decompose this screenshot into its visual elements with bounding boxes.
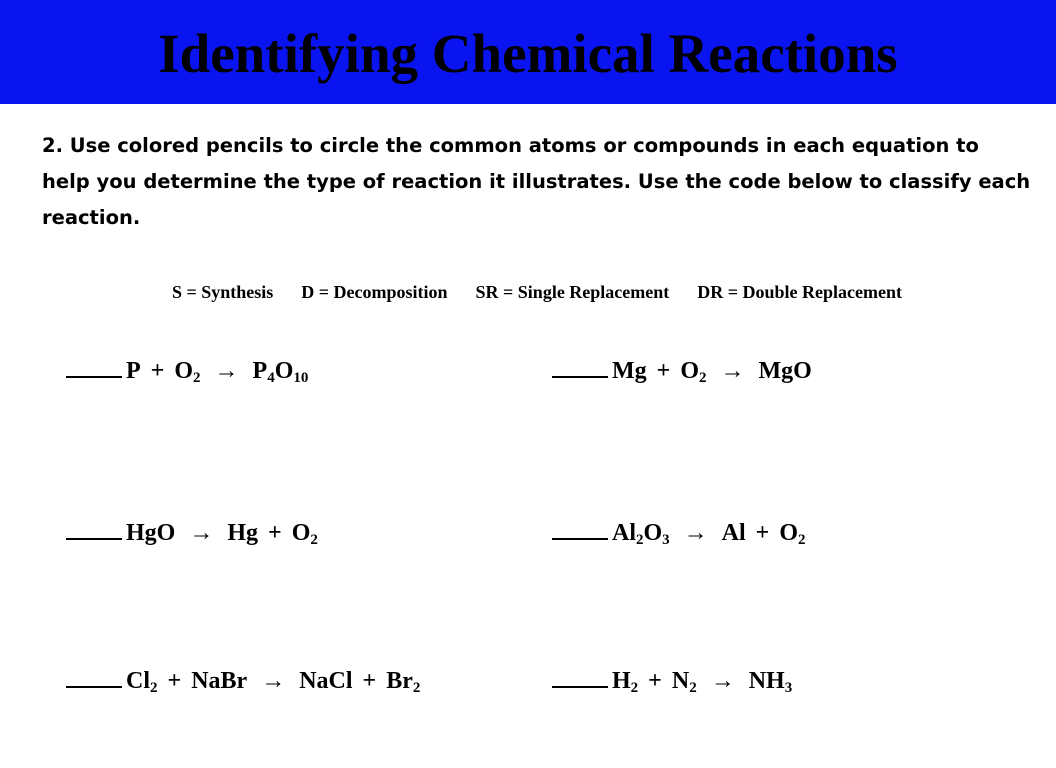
formula-subscript: 4 <box>267 370 275 386</box>
formula-subscript: 3 <box>662 532 670 548</box>
formula-symbol: Hg <box>227 520 259 546</box>
reaction-arrow: → <box>710 668 735 694</box>
formula-symbol: NaBr <box>191 668 248 694</box>
formula-subscript: 2 <box>798 532 806 548</box>
chemical-formula <box>612 520 670 546</box>
formula-symbol: P <box>252 358 268 384</box>
reaction-arrow: → <box>214 358 239 384</box>
formula-symbol: HgO <box>126 520 176 546</box>
chemical-formula <box>292 520 318 546</box>
chemical-formula <box>191 668 247 694</box>
plus-sign: + <box>362 668 377 694</box>
formula-symbol: NH <box>748 668 785 694</box>
formula-symbol: MgO <box>758 358 812 384</box>
chemical-formula <box>227 520 258 546</box>
plus-sign: + <box>648 668 662 694</box>
plus-sign: + <box>656 358 671 384</box>
formula-symbol: O <box>291 520 311 546</box>
chemical-formula <box>612 668 638 694</box>
formula-symbol: Mg <box>612 358 647 384</box>
formula-subscript: 2 <box>150 680 158 696</box>
classification-code-key <box>0 256 1056 328</box>
chemical-formula <box>672 668 697 694</box>
chemical-formula <box>749 668 793 694</box>
chemical-formula <box>253 358 309 384</box>
chemical-formula <box>126 520 175 546</box>
equation-6 <box>552 664 792 696</box>
formula-symbol: O <box>779 520 799 546</box>
chemical-formula <box>299 668 352 694</box>
formula-symbol: O <box>174 358 194 384</box>
answer-blank[interactable] <box>66 664 122 688</box>
answer-blank[interactable] <box>66 354 122 378</box>
equation-4 <box>552 516 806 548</box>
formula-symbol: O <box>643 520 663 546</box>
formula-symbol: Al <box>721 520 746 546</box>
equation-2 <box>552 354 812 386</box>
formula-subscript: 10 <box>293 370 309 386</box>
slide-title: Identifying Chemical Reactions <box>158 23 898 84</box>
chemical-formula <box>779 520 805 546</box>
reaction-arrow: → <box>683 520 708 546</box>
chemical-formula <box>759 358 812 384</box>
chemical-formula <box>386 668 420 694</box>
formula-subscript: 2 <box>193 370 201 386</box>
formula-symbol: Al <box>612 520 636 546</box>
formula-subscript: 2 <box>630 680 639 696</box>
formula-symbol: O <box>274 358 294 384</box>
chemical-formula <box>680 358 706 384</box>
code-double-replacement: DR = Double Replacement <box>697 282 903 302</box>
formula-symbol: Cl <box>126 668 150 694</box>
formula-symbol: Br <box>386 668 413 694</box>
formula-subscript: 2 <box>412 680 421 696</box>
formula-subscript: 2 <box>310 532 318 548</box>
plus-sign: + <box>268 520 282 546</box>
answer-blank[interactable] <box>552 516 608 540</box>
code-single-replacement: SR = Single Replacement <box>475 282 670 302</box>
chemical-formula <box>612 358 647 384</box>
plus-sign: + <box>150 358 165 384</box>
answer-blank[interactable] <box>552 354 608 378</box>
answer-blank[interactable] <box>552 664 608 688</box>
code-synthesis: S = Synthesis <box>171 282 274 302</box>
equation-5 <box>66 664 420 696</box>
formula-subscript: 2 <box>689 680 697 696</box>
formula-subscript: 2 <box>699 370 707 386</box>
chemical-formula <box>174 358 200 384</box>
chemical-formula <box>126 358 141 384</box>
code-decomposition: D = Decomposition <box>301 282 448 302</box>
formula-subscript: 3 <box>784 680 793 696</box>
formula-subscript: 2 <box>636 532 644 548</box>
equation-1 <box>66 354 308 386</box>
formula-symbol: P <box>126 358 141 384</box>
plus-sign: + <box>167 668 182 694</box>
plus-sign: + <box>755 520 770 546</box>
formula-symbol: N <box>671 668 690 694</box>
formula-symbol: O <box>680 358 700 384</box>
answer-blank[interactable] <box>66 516 122 540</box>
reaction-arrow: → <box>189 520 214 546</box>
chemical-formula <box>126 668 158 694</box>
formula-symbol: H <box>612 668 631 694</box>
reaction-arrow: → <box>261 668 286 694</box>
chemical-formula <box>722 520 746 546</box>
instructions-text: 2. Use colored pencils to circle the common atoms or compounds in each equation to help you determine the type of reaction it illustrates. Use the code below to classify each reaction. <box>42 134 1031 229</box>
formula-symbol: NaCl <box>299 668 353 694</box>
equation-3 <box>66 516 318 548</box>
reaction-arrow: → <box>720 358 745 384</box>
